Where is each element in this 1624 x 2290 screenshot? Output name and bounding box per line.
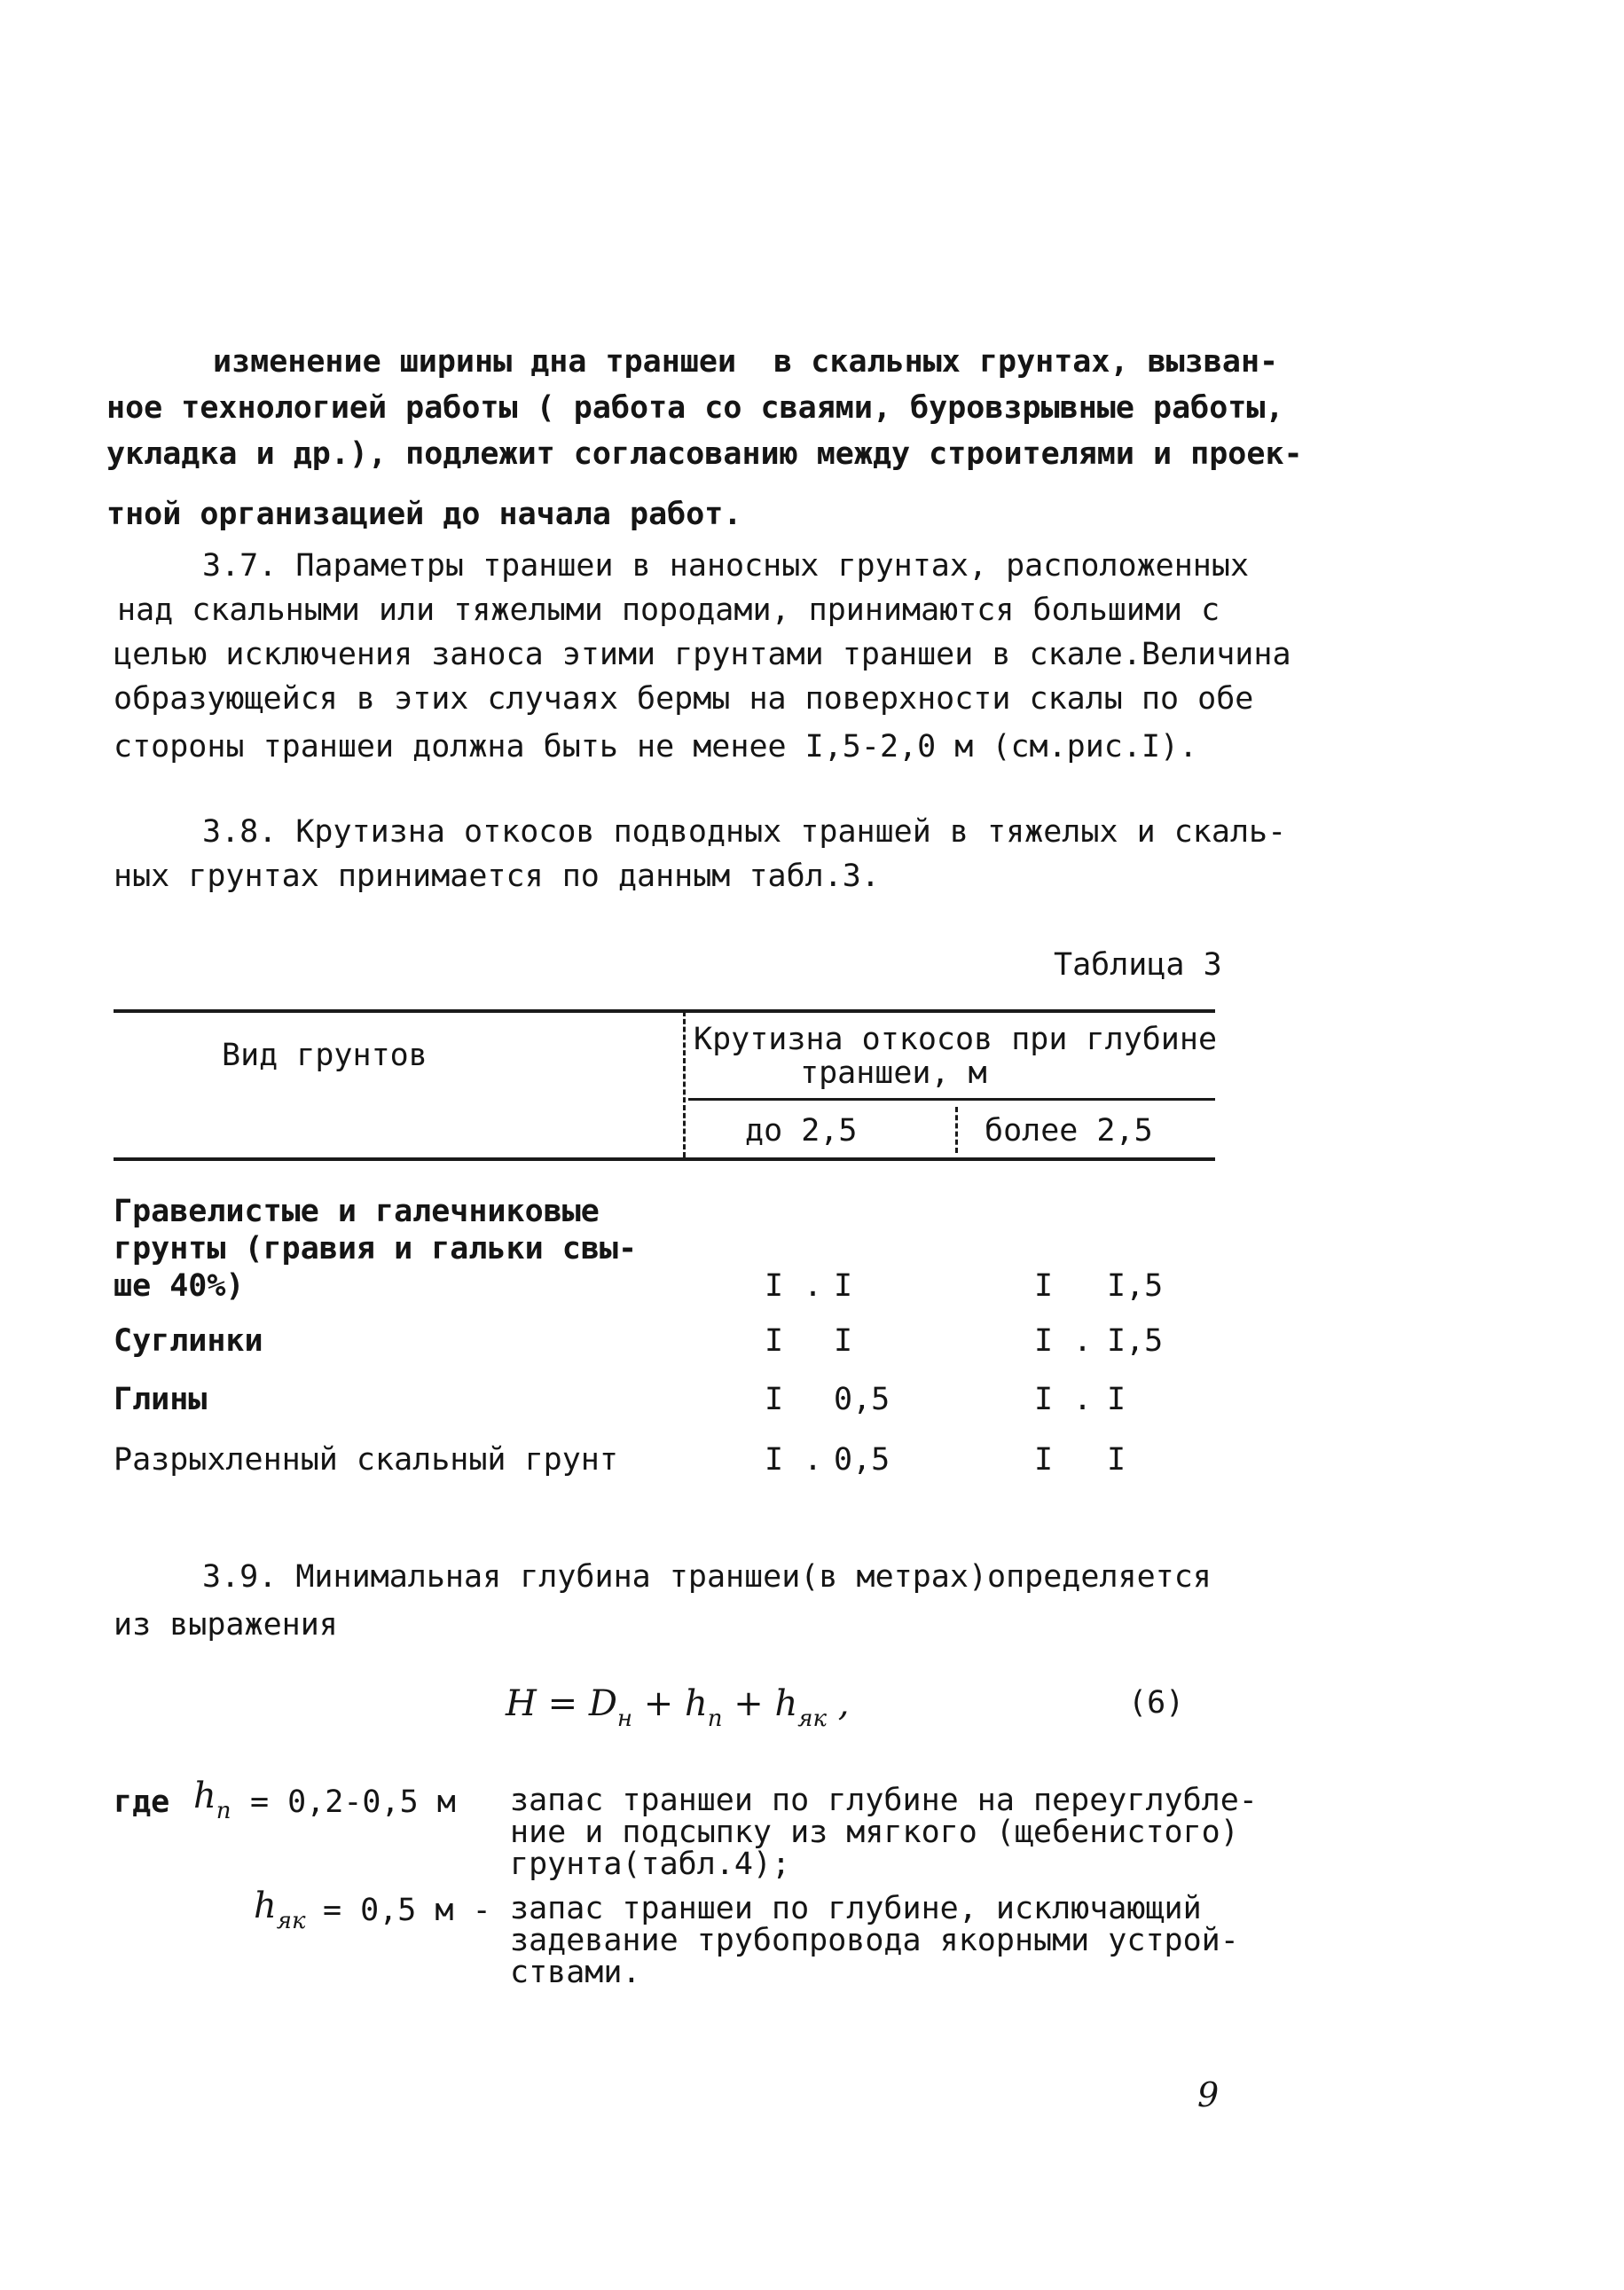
table-col-slope-1: Крутизна откосов при глубине bbox=[694, 1022, 1218, 1057]
para-3-7-line-4: образующейся в этих случаях бермы на поверхности скалы по обе bbox=[114, 681, 1254, 717]
table-row-4-b1: I bbox=[1034, 1442, 1054, 1478]
para-3-7-line-2: над скальными или тяжелыми породами, принимаются большими с bbox=[117, 592, 1220, 628]
formula-number: (6) bbox=[1128, 1685, 1185, 1721]
table-sub-divider bbox=[955, 1107, 958, 1153]
where-hp-desc-3: грунта(табл.4); bbox=[510, 1847, 791, 1882]
para-3-6-line-3: укладка и др.), подлежит согласованию между строителями и проек- bbox=[106, 436, 1303, 472]
para-3-9-line-2: из выражения bbox=[114, 1607, 338, 1643]
page-number: 9 bbox=[1197, 2075, 1220, 2114]
formula-comma: , bbox=[837, 1683, 850, 1724]
para-3-7-line-5: стороны траншеи должна быть не менее I,5-2,0 м (см.рис.I). bbox=[114, 729, 1198, 765]
where-hp-symbol bbox=[193, 1776, 231, 1824]
where-hyak-symbol bbox=[254, 1886, 306, 1934]
table-header-bottom-rule bbox=[114, 1157, 1215, 1161]
where-hp-value: = 0,2-0,5 м bbox=[250, 1784, 456, 1820]
where-hyak-desc-1: запас траншеи по глубине, исключающий bbox=[510, 1891, 1202, 1926]
table-row-3-b1: I bbox=[1034, 1382, 1054, 1417]
table-row-1-dot-a: . bbox=[804, 1268, 823, 1304]
para-3-8-line-1: 3.8. Крутизна откосов подводных траншей в тяжелых и скаль- bbox=[202, 814, 1287, 850]
table-row-4-name: Разрыхленный скальный грунт bbox=[114, 1442, 618, 1478]
where-hp-letter: h bbox=[193, 1776, 216, 1816]
table-row-1-name-3: ше 40%) bbox=[114, 1268, 245, 1304]
table-row-3-dot-b: . bbox=[1073, 1382, 1093, 1417]
table-row-1-a1: I bbox=[765, 1268, 784, 1304]
formula-sub-p: п bbox=[707, 1706, 723, 1732]
table-row-2-name: Суглинки bbox=[114, 1323, 263, 1359]
table-row-1-name-1: Гравелистые и галечниковые bbox=[114, 1194, 600, 1229]
table-row-3-a2: 0,5 bbox=[834, 1382, 890, 1417]
table-row-4-dot-a: . bbox=[804, 1442, 823, 1478]
where-hyak-value: = 0,5 м - bbox=[323, 1893, 491, 1928]
para-3-6-line-4: тной организацией до начала работ. bbox=[106, 497, 742, 532]
para-3-8-line-2: ных грунтах принимается по данным табл.3. bbox=[114, 859, 880, 894]
where-hp-desc-2: ние и подсыпку из мягкого (щебенистого) bbox=[510, 1815, 1239, 1850]
where-hyak-sub: як bbox=[276, 1908, 306, 1934]
formula-6 bbox=[506, 1683, 849, 1732]
para-3-6-line-1: изменение ширины дна траншеи в скальных грунтах, вызван- bbox=[213, 344, 1279, 380]
table-row-1-b1: I bbox=[1034, 1268, 1054, 1304]
formula-hp: + h bbox=[643, 1683, 708, 1724]
formula-sub-h: н bbox=[616, 1706, 633, 1732]
table-header-divider bbox=[688, 1098, 1215, 1101]
table-col-slope-2: траншеи, м bbox=[800, 1055, 987, 1091]
where-hyak-desc-3: ствами. bbox=[510, 1955, 641, 1990]
para-3-9-line-1: 3.9. Минимальная глубина траншеи(в метрах)определяется bbox=[202, 1559, 1212, 1595]
table-row-4-a2: 0,5 bbox=[834, 1442, 890, 1478]
formula-lhs: H = D bbox=[506, 1683, 617, 1724]
table-row-2-dot-b: . bbox=[1073, 1323, 1093, 1359]
table-row-1-b2: I,5 bbox=[1107, 1268, 1164, 1304]
table-row-2-a2: I bbox=[834, 1323, 853, 1359]
table-vertical-divider bbox=[683, 1011, 686, 1157]
table-col-soil: Вид грунтов bbox=[222, 1038, 428, 1073]
formula-sub-yak: як bbox=[797, 1706, 827, 1732]
table-row-2-b2: I,5 bbox=[1107, 1323, 1164, 1359]
table-row-1-name-2: грунты (гравия и гальки свы- bbox=[114, 1231, 638, 1267]
table-row-3-b2: I bbox=[1107, 1382, 1126, 1417]
where-hp-desc-1: запас траншеи по глубине на переуглубле- bbox=[510, 1783, 1258, 1818]
table-row-2-a1: I bbox=[765, 1323, 784, 1359]
para-3-7-line-1: 3.7. Параметры траншеи в наносных грунтах, расположенных bbox=[202, 548, 1250, 584]
table-row-3-name: Глины bbox=[114, 1382, 208, 1417]
where-hyak-desc-2: задевание трубопровода якорными устрой- bbox=[510, 1923, 1239, 1958]
where-hp-sub: п bbox=[216, 1798, 231, 1824]
table-sub-over: более 2,5 bbox=[985, 1113, 1153, 1149]
table-row-2-b1: I bbox=[1034, 1323, 1054, 1359]
where-label: где bbox=[114, 1784, 170, 1820]
table-caption: Таблица 3 bbox=[1054, 947, 1222, 983]
formula-hyak: + h bbox=[734, 1683, 798, 1724]
table-sub-up-to: до 2,5 bbox=[745, 1113, 858, 1149]
table-row-4-b2: I bbox=[1107, 1442, 1126, 1478]
table-row-3-a1: I bbox=[765, 1382, 784, 1417]
where-hyak-letter: h bbox=[254, 1886, 277, 1926]
para-3-6-line-2: ное технологией работы ( работа со сваями, буровзрывные работы, bbox=[106, 390, 1284, 426]
table-row-1-a2: I bbox=[834, 1268, 853, 1304]
para-3-7-line-3: целью исключения заноса этими грунтами траншеи в скале.Величина bbox=[114, 637, 1291, 672]
table-row-4-a1: I bbox=[765, 1442, 784, 1478]
table-top-rule bbox=[114, 1009, 1215, 1013]
